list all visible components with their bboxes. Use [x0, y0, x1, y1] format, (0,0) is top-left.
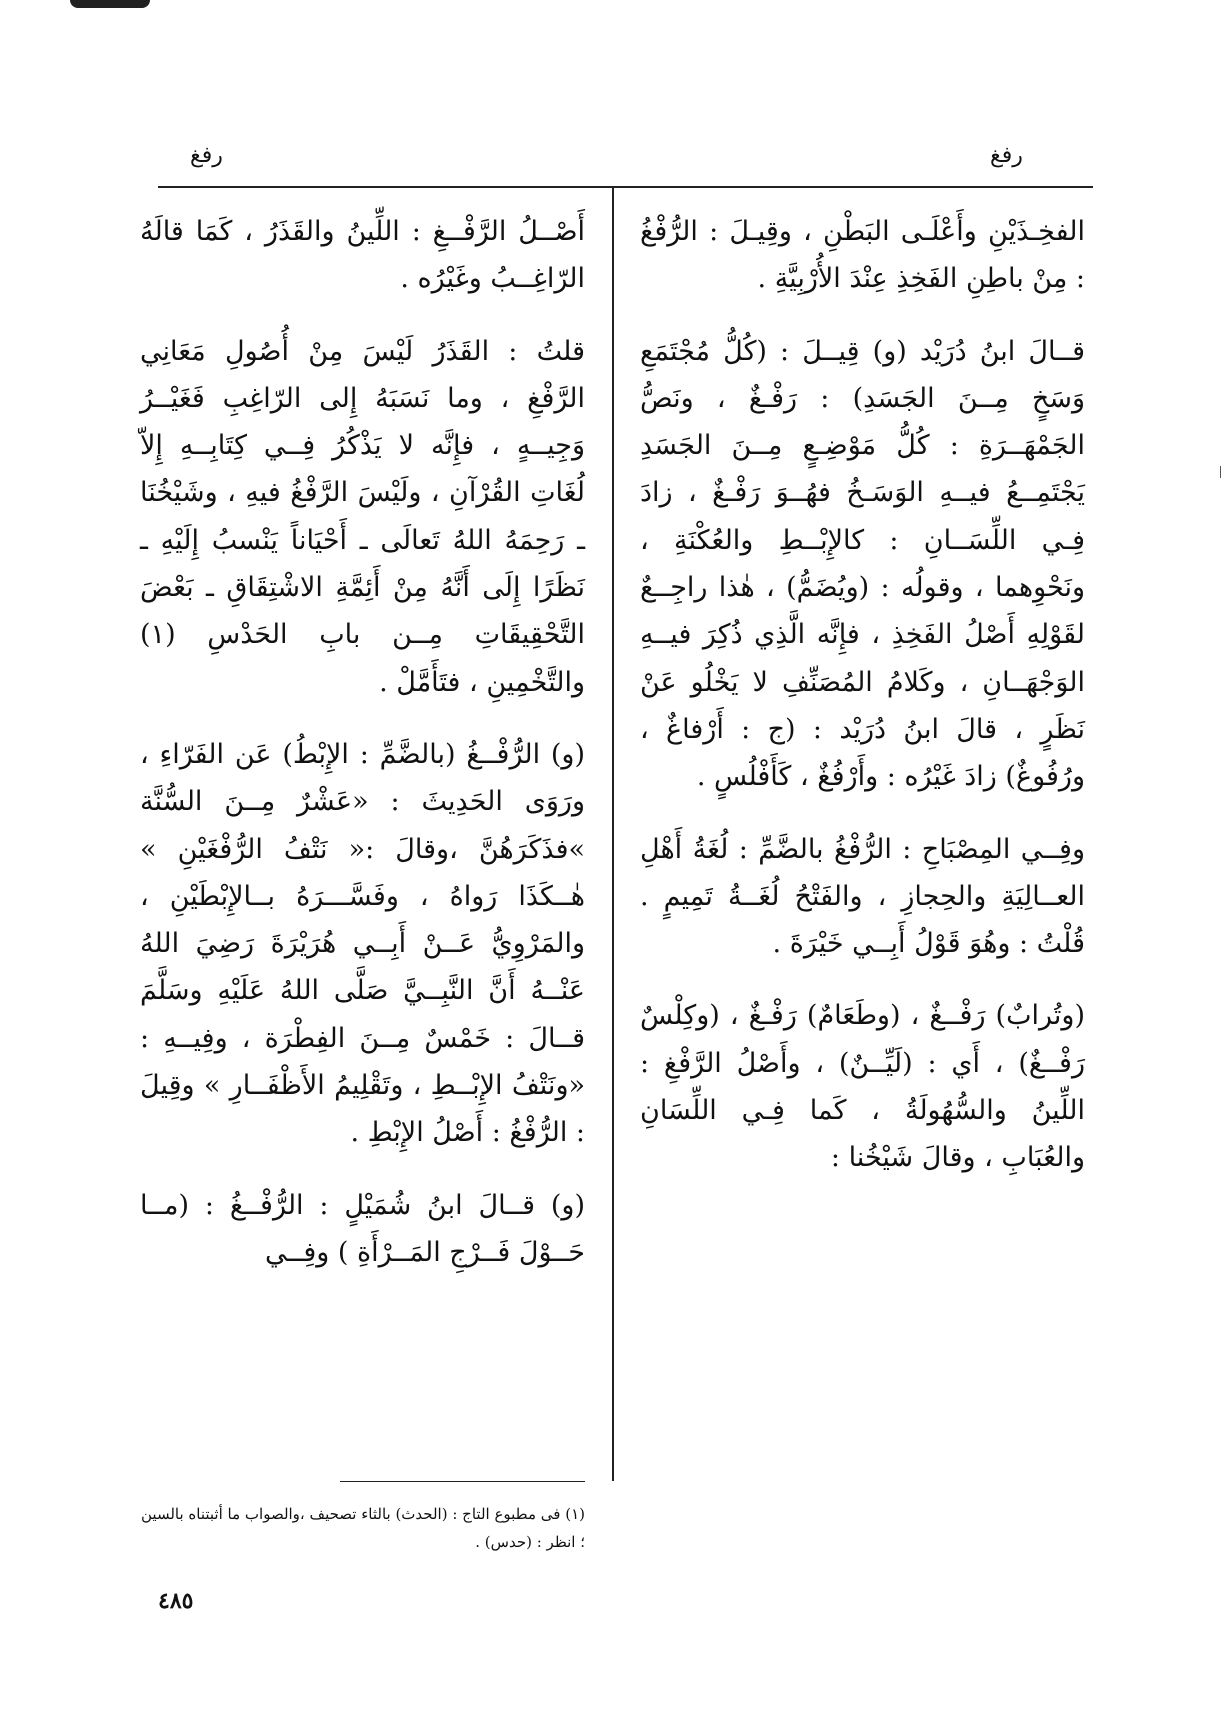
paragraph: (و) الرُّفْــغُ (بالضَّمِّ : الإِبْطُ) عَن الفَرّاءِ ، ورَوَى الحَدِيثَ : «عَشْرٌ مِــنَ السُّنَّة »فذَكَرَهُنَّ ،وقالَ :« نَتْفُ الرُّفْغَيْنِ » هٰــكَذَا رَواهُ ، وفَسَّـــرَهُ بــالإِبْطَيْنِ ، والمَرْوِيُّ عَــنْ أَبِــي هُرَيْرَةَ رَضِيَ اللهُ عَنْــهُ أَنَّ النَّبِــيَّ صَلَّى اللهُ عَلَيْهِ وسَلَّمَ قــالَ : خَمْسٌ مِــنَ الفِطْرَة ، وفِيــهِ : «ونَتْفُ الإِبْــطِ ، وتَقْلِيمُ الأَظْفَــارِ » وقِيلَ : الرُّفْغُ : أَصْلُ الإِبْطِ .	[140, 738, 585, 1149]
right-column	[640, 208, 1085, 1207]
paragraph: (وتُرابٌ) رَفْــغٌ ، (وطَعَامٌ) رَفْـغٌ ، (وكِلْسٌ رَفْــغٌ) ، أَي : (لَيِّــنٌ) ، وأَصْلُ الرَّفْغِ : اللِّينُ والسُّهُولَةُ ، كَما فِـي اللِّسَانِ والعُبَابِ ، وقالَ شَيْخُنا :	[640, 1000, 1085, 1174]
running-header-right: رفغ	[990, 143, 1023, 168]
left-column	[140, 208, 585, 1301]
paragraph: قــالَ ابنُ دُرَيْد (و) قِيــلَ : (كُلُّ مُجْتَمَعِ وَسَخٍ مِــنَ الجَسَدِ) : رَفْـغٌ ، ونَصُّ الجَمْهَــرَةِ : كُلُّ مَوْضِـعٍ مِــنَ الجَسَدِ يَجْتَمِــعُ فيــهِ الوَسَـخُ فهُــوَ رَفْـغٌ ، زادَ فِـي اللِّسَــانِ : كالإِبْــطِ والعُكْنَةِ ، ونَحْوِهما ، وقولُه : (ويُضَمُّ) ، هٰذا راجِــعٌ لقَوْلِهِ أَصْلُ الفَخِذِ ، فإِنَّه الَّذِي ذُكِرَ فيــهِ الوَجْهَــانِ ، وكَلامُ المُصَنِّفِ لا يَخْلُو عَنْ نَظَرٍ ، قالَ ابنُ دُرَيْد : (ج : أَرْفاغٌ ، ورُفُوغٌ) زادَ غَيْرُه : وأَرْفُغٌ ، كَأَفْلُسٍ .	[640, 335, 1085, 793]
paragraph: (و) قــالَ ابنُ شُمَيْلٍ : الرُّفْــغُ : (مــا حَــوْلَ فَــرْجِ المَــرْأَةِ ) وفِــي	[140, 1189, 585, 1268]
column-divider	[612, 188, 614, 1481]
paragraph: قلتُ : القَذَرُ لَيْسَ مِنْ أُصُولِ مَعَانِي الرَّفْغِ ، وما نَسَبَهُ إِلى الرّاغِبِ فَغَيْــرُ وَجِيــهٍ ، فإِنَّه لا يَذْكُرُ فِــي كِتَابِــهِ إِلاّ لُغَاتِ القُرْآنِ ، ولَيْسَ الرَّفْغُ فيهِ ، وشَيْخُنَا ـ رَحِمَهُ اللهُ تَعالَى ـ أَحْيَاناً يَنْسبُ إِلَيْهِ ـ نَظَرًا إِلَى أَنَّهُ مِنْ أَئِمَّةِ الاشْتِقَاقِ ـ بَعْضَ التَّحْقِيقَاتِ مِــن بابِ الحَدْسِ (١) والتَّخْمِينِ ، فتَأَمَّلْ .	[140, 335, 585, 698]
footnote: (١) فى مطبوع التاج : (الحدث) بالثاء تصحيف ،والصواب ما أثبتناه بالسين ؛ انظر : (حدس) .	[141, 1505, 585, 1551]
paragraph: وفِــي المِصْبَاحِ : الرُّفْغُ بالضَّمِّ : لُغَةُ أَهْلِ العــالِيَةِ والحِجازِ ، والفَتْحُ لُغَــةُ تَمِيمٍ . قُلْتُ : وهُوَ قَوْلُ أَبِــي خَيْرَةَ .	[640, 833, 1085, 960]
footnote-rule	[340, 1481, 585, 1482]
paragraph: أَصْــلُ الرَّفْــغِ : اللِّينُ والقَذَرُ ، كَمَا قالَهُ الرّاغِــبُ وغَيْرُه .	[140, 216, 585, 295]
paragraph: الفخِـذَيْنِ وأَعْلَـى البَطْنِ ، وقِيـلَ : الرُّفْغُ : مِنْ باطِنِ الفَخِذِ عِنْدَ الأُرْبِيَّةِ .	[640, 216, 1085, 295]
page-number: ٤٨٥	[158, 1588, 194, 1614]
margin-mark	[1220, 466, 1221, 478]
scan-smudge	[70, 0, 150, 8]
running-header-left: رفغ	[190, 143, 223, 168]
header-rule	[158, 186, 1093, 188]
